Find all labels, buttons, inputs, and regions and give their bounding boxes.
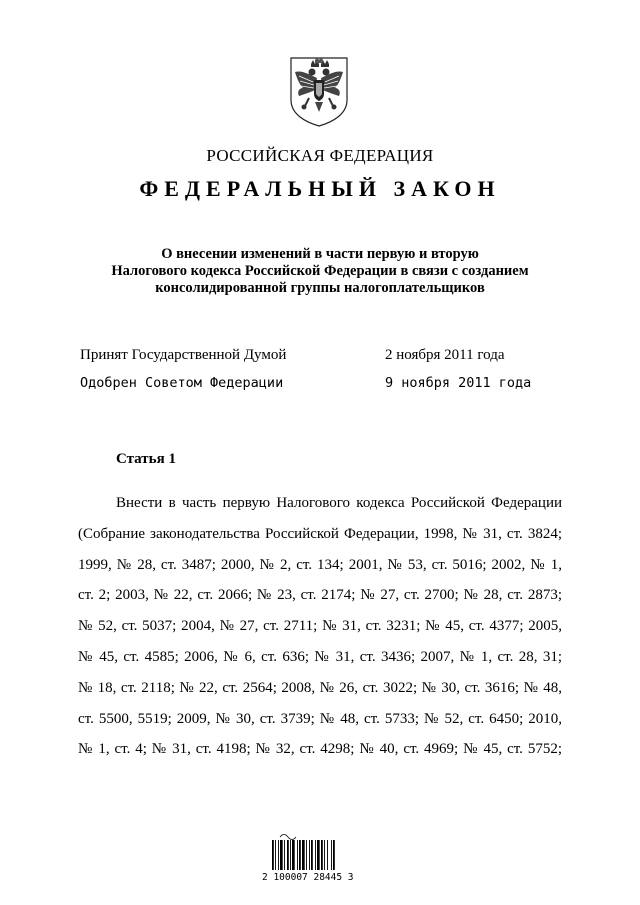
article-heading: Статья 1 bbox=[116, 451, 176, 467]
paragraph-line: № 45, ст. 4585; 2006, № 6, ст. 636; № 31, ст. 3436; 2007, № 1, ст. 28, 31; bbox=[78, 648, 562, 665]
barcode-bar bbox=[299, 840, 301, 870]
barcode-bar bbox=[290, 840, 291, 870]
paragraph-line: ст. 2; 2003, № 22, ст. 2066; № 23, ст. 2174; № 27, ст. 2700; № 28, ст. 2873; bbox=[78, 587, 562, 604]
barcode-bar bbox=[321, 840, 323, 870]
country-heading: РОССИЙСКАЯ ФЕДЕРАЦИЯ bbox=[206, 146, 434, 165]
barcode-bar bbox=[284, 840, 285, 870]
barcode-bar bbox=[302, 840, 305, 870]
coat-of-arms-icon bbox=[287, 56, 351, 128]
barcode-bar bbox=[275, 840, 276, 870]
law-title-line: Налогового кодекса Российской Федерации в связи с созданием bbox=[111, 263, 529, 279]
barcode-bar bbox=[327, 840, 328, 870]
barcode-icon bbox=[270, 832, 356, 872]
barcode-bar bbox=[278, 840, 279, 870]
barcode-bar bbox=[324, 840, 325, 870]
barcode-bar bbox=[287, 840, 289, 870]
barcode-bar bbox=[280, 840, 283, 870]
barcode-bar bbox=[292, 840, 295, 870]
duma-label: Принят Государственной Думой bbox=[80, 347, 287, 363]
paragraph-line: 1999, № 28, ст. 3487; 2000, № 2, ст. 134; 2001, № 53, ст. 5016; 2002, № 1, bbox=[78, 556, 562, 573]
barcode-bar bbox=[317, 840, 320, 870]
barcode-bar bbox=[297, 840, 298, 870]
law-title-line: О внесении изменений в части первую и вторую bbox=[161, 246, 479, 262]
barcode-bar bbox=[311, 840, 313, 870]
article-paragraph bbox=[78, 488, 562, 765]
council-label: Одобрен Советом Федерации bbox=[80, 375, 284, 391]
barcode-number: 2 100007 28445 3 bbox=[262, 872, 354, 883]
barcode-bar bbox=[306, 840, 307, 870]
barcode-bar bbox=[309, 840, 310, 870]
paragraph-line: № 52, ст. 5037; 2004, № 27, ст. 2711; № 31, ст. 3231; № 45, ст. 4377; 2005, bbox=[78, 618, 562, 635]
paragraph-line: № 1, ст. 4; № 31, ст. 4198; № 32, ст. 4298; № 40, ст. 4969; № 45, ст. 5752; bbox=[78, 741, 562, 758]
law-title bbox=[0, 246, 640, 297]
paragraph-line: ст. 5500, 5519; 2009, № 30, ст. 3739; № 48, ст. 5733; № 52, ст. 6450; 2010, bbox=[78, 710, 562, 727]
paragraph-line: № 18, ст. 2118; № 22, ст. 2564; 2008, № 26, ст. 3022; № 30, ст. 3616; № 48, bbox=[78, 679, 562, 696]
document-type-heading: ФЕДЕРАЛЬНЫЙ ЗАКОН bbox=[139, 176, 501, 201]
paragraph-line: Внести в часть первую Налогового кодекса Российской Федерации bbox=[116, 495, 562, 511]
barcode-bar bbox=[331, 840, 332, 870]
law-title-line: консолидированной группы налогоплательщиков bbox=[155, 280, 485, 296]
council-date: 9 ноября 2011 года bbox=[385, 375, 532, 391]
paragraph-line: (Собрание законодательства Российской Федерации, 1998, № 31, ст. 3824; bbox=[78, 525, 562, 542]
duma-date: 2 ноября 2011 года bbox=[385, 347, 505, 363]
barcode-bar bbox=[272, 840, 274, 870]
barcode-mark bbox=[280, 835, 296, 840]
barcode-bar bbox=[315, 840, 316, 870]
barcode-bar bbox=[333, 840, 335, 870]
